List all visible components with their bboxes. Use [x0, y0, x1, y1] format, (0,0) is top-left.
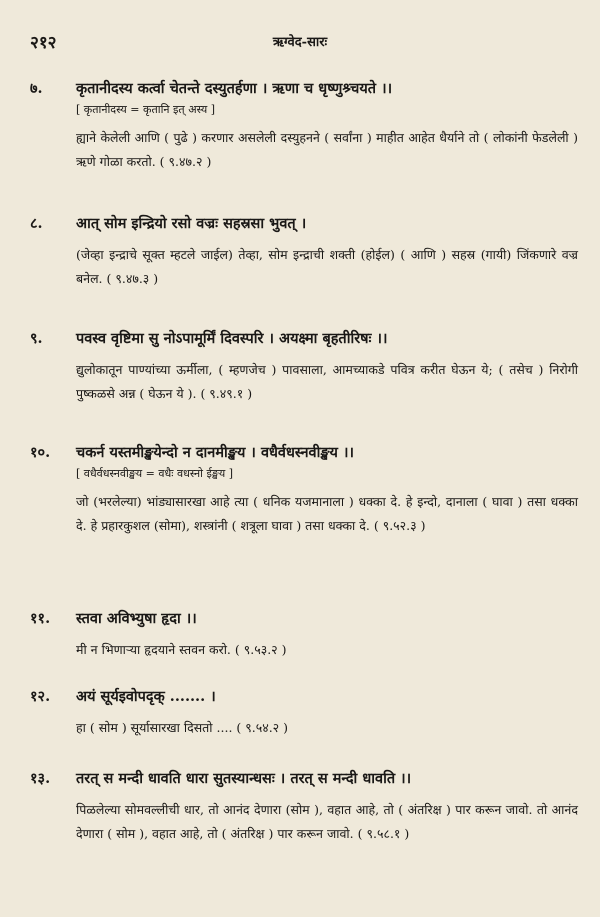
verse-line — [30, 442, 578, 464]
verse-entry — [30, 328, 578, 406]
verse-translation: मी न भिणाऱ्या हृदयाने स्तवन करो. ( ९.५३.२ ) — [76, 642, 287, 657]
verse-line — [30, 78, 578, 100]
verse-entry — [30, 686, 578, 740]
verse-gloss: [ वधैर्वधस्नवीङ्खय = वधैः वधस्नो ईङ्खय ] — [76, 467, 234, 480]
verse-line — [30, 213, 578, 235]
verse-entry — [30, 768, 578, 846]
verse-entry — [30, 608, 578, 662]
verse-line — [30, 328, 578, 350]
verse-number: ७. — [30, 80, 43, 97]
verse-text: आत् सोम इन्द्रियो रसो वज्रः सहस्रसा भुवत् । — [76, 215, 307, 232]
running-title: ऋग्वेद-सारः — [272, 35, 328, 50]
verse-text: चकर्न यस्तमीङ्खयेन्दो न दानमीङ्खय । वधैर्वधस्नवीङ्खय ।। — [76, 444, 354, 461]
verse-number: ८. — [30, 215, 43, 232]
verse-number: १०. — [30, 444, 51, 461]
verse-translation: (जेव्हा इन्द्राचे सूक्त म्हटले जाईल) तेव्हा, सोम इन्द्राची शक्ती (होईल) ( आणि ) सहस्र (गायी) जिंकणारे वज्र बनेल. ( ९.४७.३ ) — [76, 247, 578, 286]
verse-entry — [30, 213, 578, 291]
verse-entry — [30, 442, 578, 538]
verse-text: स्तवा अविभ्युषा हृदा ।। — [76, 610, 197, 627]
verse-line — [30, 768, 578, 790]
verse-number: ११. — [30, 610, 51, 627]
verse-number: १३. — [30, 770, 51, 787]
verse-translation: ह्याने केलेली आणि ( पुढे ) करणार असलेली दस्युहनने ( सर्वांना ) माहीत आहेत धैर्याने तो ( लोकांनी फेडलेली ) ऋणे गोळा करतो. ( ९.४७.२ ) — [76, 130, 578, 169]
verse-translation: पिळलेल्या सोमवल्लीची धार, तो आनंद देणारा (सोम ), वहात आहे, तो ( अंतरिक्ष ) पार करून जावो. तो आनंद देणारा ( सोम ), वहात आहे, तो ( अंतरिक्ष ) पार करून जावो. ( ९.५८.१ ) — [76, 802, 578, 841]
verse-translation: जो (भरलेल्या) भांड्यासारखा आहे त्या ( धनिक यजमानाला ) धक्का दे. हे इन्दो, दानाला ( घावा ) तसा धक्का दे. हे प्रहारकुशल (सोमा), शस्त्रांनी ( शत्रूला घावा ) तसा धक्का दे. ( ९.५२.३ ) — [76, 494, 578, 533]
verse-text: तरत् स मन्दी धावति धारा सुतस्यान्धसः । तरत् स मन्दी धावति ।। — [76, 770, 412, 787]
verse-text: अयं सूर्यइवोपदृक् ....... । — [76, 688, 216, 705]
verse-number: ९. — [30, 330, 43, 347]
verse-entry — [30, 78, 578, 174]
verse-number: १२. — [30, 688, 51, 705]
verse-line — [30, 686, 578, 708]
verse-text: कृतानीदस्य कर्त्वा चेतन्ते दस्युतर्हणा । ऋणा च धृष्णुश्र्चयते ।। — [76, 80, 393, 97]
page-number: २१२ — [30, 33, 57, 53]
verse-translation: हा ( सोम ) सूर्यासारखा दिसतो .... ( ९.५४.२ ) — [76, 720, 289, 735]
verse-translation: द्युलोकातून पाण्यांच्या ऊर्मीला, ( म्हणजेच ) पावसाला, आमच्याकडे पवित्र करीत घेऊन ये; ( तसेच ) निरोगी पुष्कळसे अन्न ( घेऊन ये ). ( ९.४९.१ ) — [76, 362, 578, 401]
verse-text: पवस्व वृष्टिमा सु नोऽपामूर्मिं दिवस्परि । अयक्ष्मा बृहतीरिषः ।। — [76, 330, 388, 347]
verse-line — [30, 608, 578, 630]
page-header — [30, 30, 570, 54]
verse-gloss: [ कृतानीदस्य = कृतानि इत् अस्य ] — [76, 103, 216, 116]
